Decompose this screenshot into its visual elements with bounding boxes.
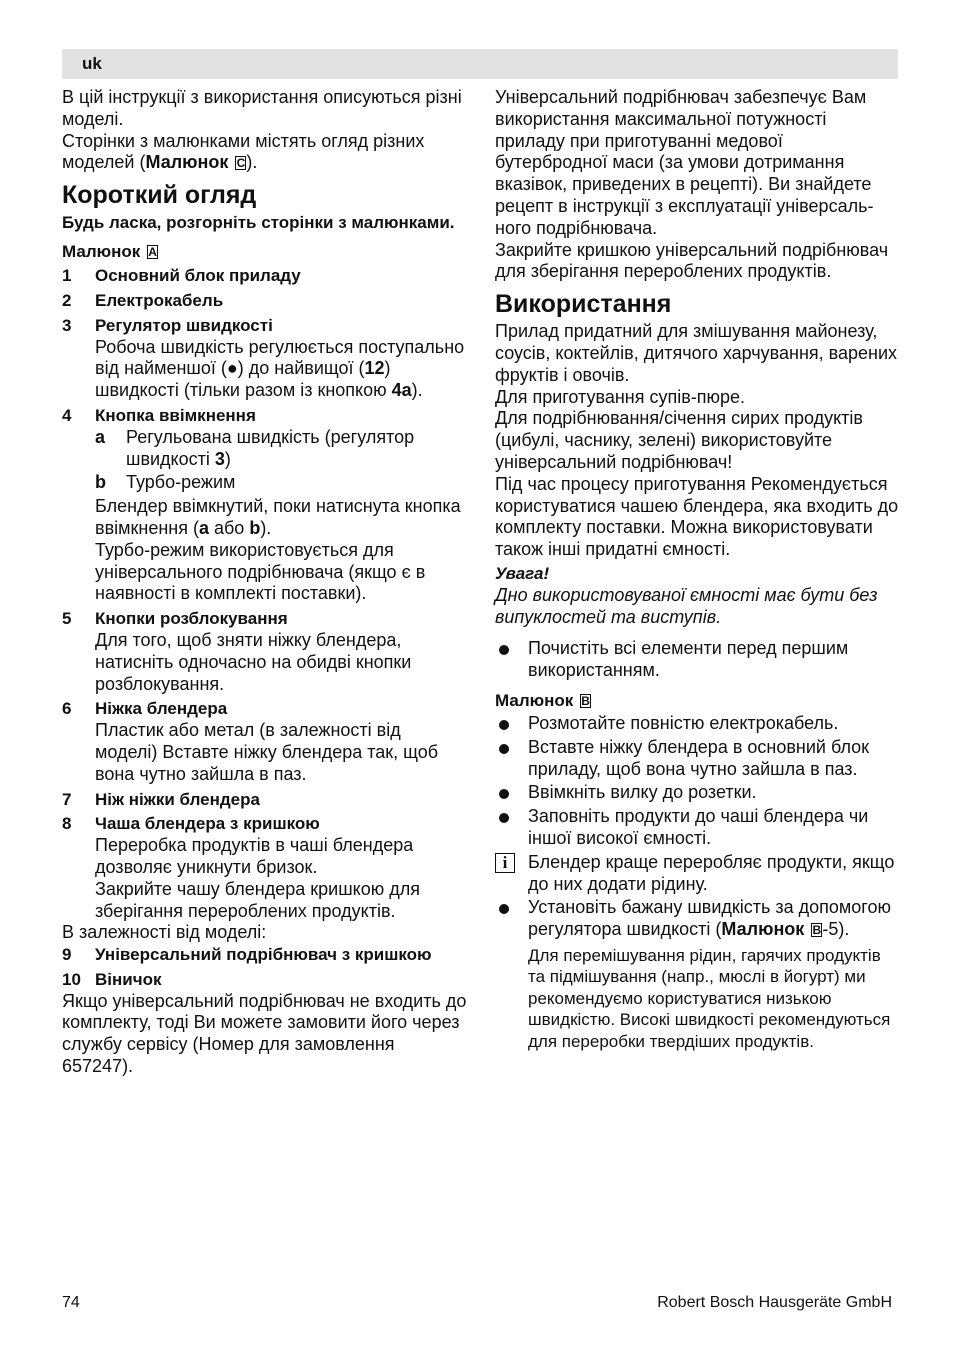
- bullet-item: Установіть бажану швидкість за допомогою регулятора швидкості (Малюнок B-5).: [495, 897, 900, 941]
- release-buttons-description: Для того, щоб зняти ніжку блендера, натисніть одночасно на обидві кнопки розблокування.: [95, 629, 412, 694]
- speed-regulator-description: Робоча швидкість регулюється поступально від найменшої (●) до найвищої (12) швидкості (тільки разом із кнопкою 4a).: [95, 336, 465, 401]
- bullet-item: Вставте ніжку блендера в основний блок приладу, щоб вона чутно зайшла в паз.: [495, 737, 900, 781]
- usage-paragraph-4: Під час процесу приготування Рекомендується користуватися чашею блендера, яка входить до комплекту поставки. Можна використовувати також інші придатні ємності.: [495, 473, 899, 560]
- company-name: Robert Bosch Hausgeräte GmbH: [657, 1294, 892, 1311]
- bullet-icon: [499, 789, 509, 799]
- list-item: 5 Кнопки розблокування Для того, щоб зняти ніжку блендера, натисніть одночасно на обидві кнопки розблокування.: [62, 608, 467, 695]
- blender-leg-description: Пластик або метал (в залежності від моделі) Вставте ніжку блендера так, щоб вона чутно зайшла в паз.: [95, 720, 439, 784]
- bullet-icon: [499, 645, 509, 655]
- model-dependent-note: В залежності від моделі:: [62, 922, 267, 943]
- figure-a-badge: A: [148, 245, 157, 260]
- bowl-description-1: Переробка продуктів в чаші блендера дозволяє уникнути бризок.: [95, 835, 414, 877]
- bullet-item: Заповніть продукти до чаші блендера чи іншої високої ємності.: [495, 806, 900, 850]
- figure-c-badge: C: [236, 156, 246, 171]
- sub-item-b: b Турбо-режим: [95, 472, 236, 493]
- bullet-item: Ввімкніть вилку до розетки.: [495, 782, 900, 804]
- page-number: 74: [62, 1294, 80, 1311]
- list-item: 7 Ніж ніжки блендера: [62, 789, 260, 809]
- list-item: 4 Кнопка ввімкнення a Регульована швидкість (регулятор швидкості 3) b Турбо-режим Блендер ввімкнутий, поки натиснута кнопка ввімкнення (a або b). Турбо-режим використовується для універсального подрібнювача (якщо є в наявності в комплекті поставки).: [62, 405, 467, 605]
- bullet-icon: [499, 813, 509, 823]
- language-code: uk: [82, 54, 102, 73]
- turbo-description: Турбо-режим використовується для універсального подрібнювача (якщо є в наявності в комплекті поставки).: [95, 539, 426, 604]
- list-item: 1 Основний блок приладу: [62, 266, 301, 286]
- bullet-item: Почистіть всі елементи перед першим використанням.: [495, 638, 900, 682]
- language-bar: [62, 49, 898, 79]
- bullet-icon: [499, 720, 509, 730]
- list-item: 2 Електрокабель: [62, 290, 224, 310]
- bullet-item: Розмотайте повністю електрокабель.: [495, 713, 900, 735]
- sub-item-a: a Регульована швидкість (регулятор швидкості 3): [95, 426, 415, 469]
- usage-paragraph-2: Для приготування супів-пюре.: [495, 386, 746, 407]
- list-item: 6 Ніжка блендера Пластик або метал (в залежності від моделі) Вставте ніжку блендера так, щоб вона чутно зайшла в паз.: [62, 698, 467, 785]
- figure-a-label: Малюнок A: [62, 242, 157, 262]
- speed-recommendation-note: Для перемішування рідин, гарячих продуктів та підмішування (напр., мюслі в йогурт) ми рекомендуємо користуватися низькою швидкістю. Високі швидкості рекомендуються для переробки твердіших продуктів.: [528, 945, 891, 1051]
- usage-heading: Використання: [495, 290, 672, 319]
- intro-figures-paragraph: Сторінки з малюнками містять огляд різних моделей (Малюнок C).: [62, 130, 425, 173]
- order-info-paragraph: Якщо універсальний подрібнювач не входить до комплекту, тоді Ви можете замовити його через службу сервісу (Номер для замовлення 657247).: [62, 990, 467, 1077]
- overview-heading: Короткий огляд: [62, 181, 257, 210]
- bowl-description-2: Закрийте чашу блендера кришкою для зберігання перероблених продуктів.: [95, 878, 420, 921]
- list-item: 8 Чаша блендера з кришкою Переробка продуктів в чаші блендера дозволяє уникнути бризок. Закрийте чашу блендера кришкою для зберігання перероблених продуктів.: [62, 813, 467, 922]
- universal-chopper-paragraph: Універсальний подрібнювач забезпечує Вам використання максимальної потужності приладу при приготуванні медової бутербродної маси (за умови дотримання вказівок, приведених в рецепті). Ви знайдете рецепт в інструкції з експлуатації універсального подрібнювача.: [495, 87, 874, 238]
- right-column: [495, 87, 900, 1052]
- power-button-description: Блендер ввімкнутий, поки натиснута кнопка ввімкнення (a або b).: [95, 496, 461, 538]
- list-item: 3 Регулятор швидкості Робоча швидкість регулюється поступально від найменшої (●) до найвищої (12) швидкості (тільки разом із кнопкою 4a).: [62, 315, 467, 402]
- list-item: 9 Універсальний подрібнювач з кришкою: [62, 945, 432, 965]
- bullet-icon: [499, 744, 509, 754]
- figure-b-label: Малюнок B: [495, 690, 590, 710]
- intro-paragraph: В цій інструкції з використання описуються різні моделі.: [62, 87, 462, 129]
- info-note: i Блендер краще переробляє продукти, якщо до них додати рідину.: [495, 852, 900, 896]
- list-item: 10 Віничок: [62, 969, 162, 989]
- chopper-storage-paragraph: Закрийте кришкою універсальний подрібнювач для зберігання перероблених продуктів.: [495, 239, 889, 282]
- usage-paragraph-3: Для подрібнювання/січення сирих продуктів (цибулі, часнику, зелені) використовуйте універсальний подрібнювач!: [495, 408, 863, 472]
- left-column: [62, 87, 467, 1078]
- bullet-icon: [499, 904, 509, 914]
- figure-b-badge: B: [812, 923, 822, 938]
- info-icon: i: [495, 853, 515, 873]
- usage-paragraph-1: Прилад придатний для змішування майонезу, соусів, коктейлів, дитячого харчування, варених фруктів і овочів.: [495, 321, 898, 385]
- figure-b-badge: B: [581, 693, 590, 708]
- overview-subheading: Будь ласка, розгорніть сторінки з малюнками.: [62, 213, 455, 233]
- warning-text: Дно використовуваної ємності має бути без випуклостей та виступів.: [495, 584, 878, 627]
- warning-title: Увага!: [495, 563, 550, 583]
